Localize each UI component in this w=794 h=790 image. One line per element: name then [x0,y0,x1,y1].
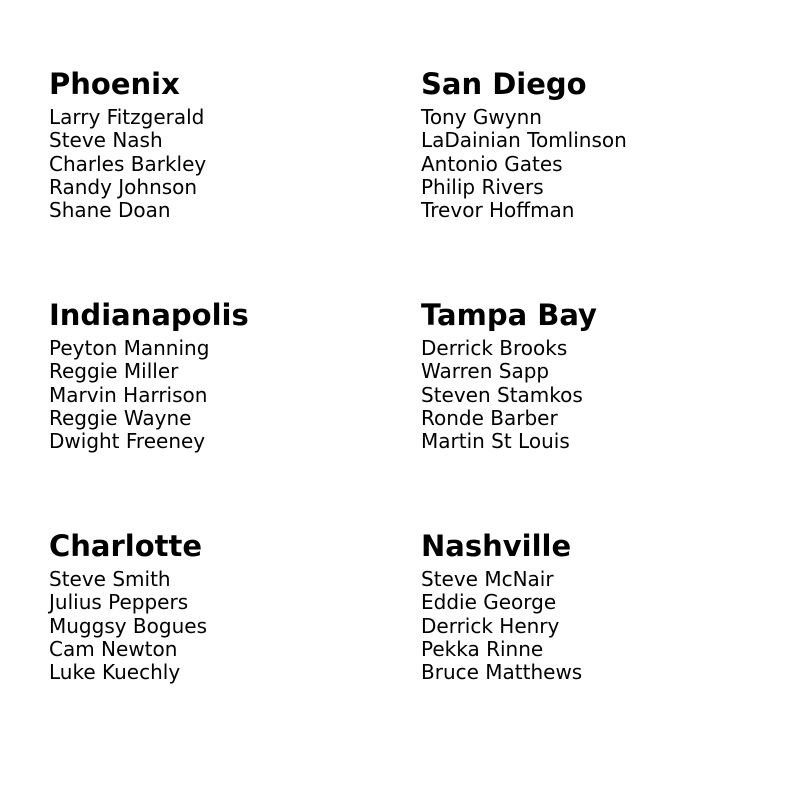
player-name: Dwight Freeney [49,429,206,454]
player-name: Julius Peppers [49,590,189,615]
player-name: Charles Barkley [49,151,207,176]
player-name: Luke Kuechly [49,660,181,685]
player-list [49,106,421,222]
city-block-tampa-bay [421,297,769,528]
player-name: Steve Smith [49,567,171,591]
player-name: Derrick Brooks [421,336,568,360]
player-name: Philip Rivers [421,174,544,199]
city-block-phoenix [49,66,421,297]
player-name: Steve Nash [49,128,163,153]
player-name: Antonio Gates [421,151,563,176]
player-name: Shane Doan [49,198,171,223]
player-list [421,106,769,222]
player-list [49,568,421,684]
player-name: Trevor Hoffman [421,198,575,223]
city-grid [49,66,769,759]
player-name: Reggie Wayne [49,405,192,430]
player-list [421,568,769,684]
player-name: Reggie Miller [49,359,179,384]
player-name: LaDainian Tomlinson [421,128,627,153]
city-block-nashville [421,528,769,759]
player-name: Tony Gwynn [421,105,542,129]
city-heading: Charlotte [49,529,203,563]
player-name: Randy Johnson [49,174,198,199]
player-name: Bruce Matthews [421,660,583,685]
player-list [421,337,769,453]
player-name: Warren Sapp [421,359,550,384]
player-name: Peyton Manning [49,336,210,360]
city-heading: Phoenix [49,67,180,101]
player-name: Cam Newton [49,636,178,661]
player-name: Muggsy Bogues [49,613,207,638]
city-heading: Nashville [421,529,572,563]
city-heading: Tampa Bay [421,298,597,332]
player-name: Pekka Rinne [421,636,544,661]
city-block-indianapolis [49,297,421,528]
city-block-san-diego [421,66,769,297]
city-heading: San Diego [421,67,587,101]
player-name: Derrick Henry [421,613,560,638]
player-name: Marvin Harrison [49,382,208,407]
player-name: Ronde Barber [421,405,558,430]
player-name: Larry Fitzgerald [49,105,205,129]
city-block-charlotte [49,528,421,759]
player-name: Steven Stamkos [421,382,583,407]
player-name: Eddie George [421,590,557,615]
player-name: Martin St Louis [421,429,570,454]
city-heading: Indianapolis [49,298,249,332]
player-name: Steve McNair [421,567,554,591]
player-list [49,337,421,453]
